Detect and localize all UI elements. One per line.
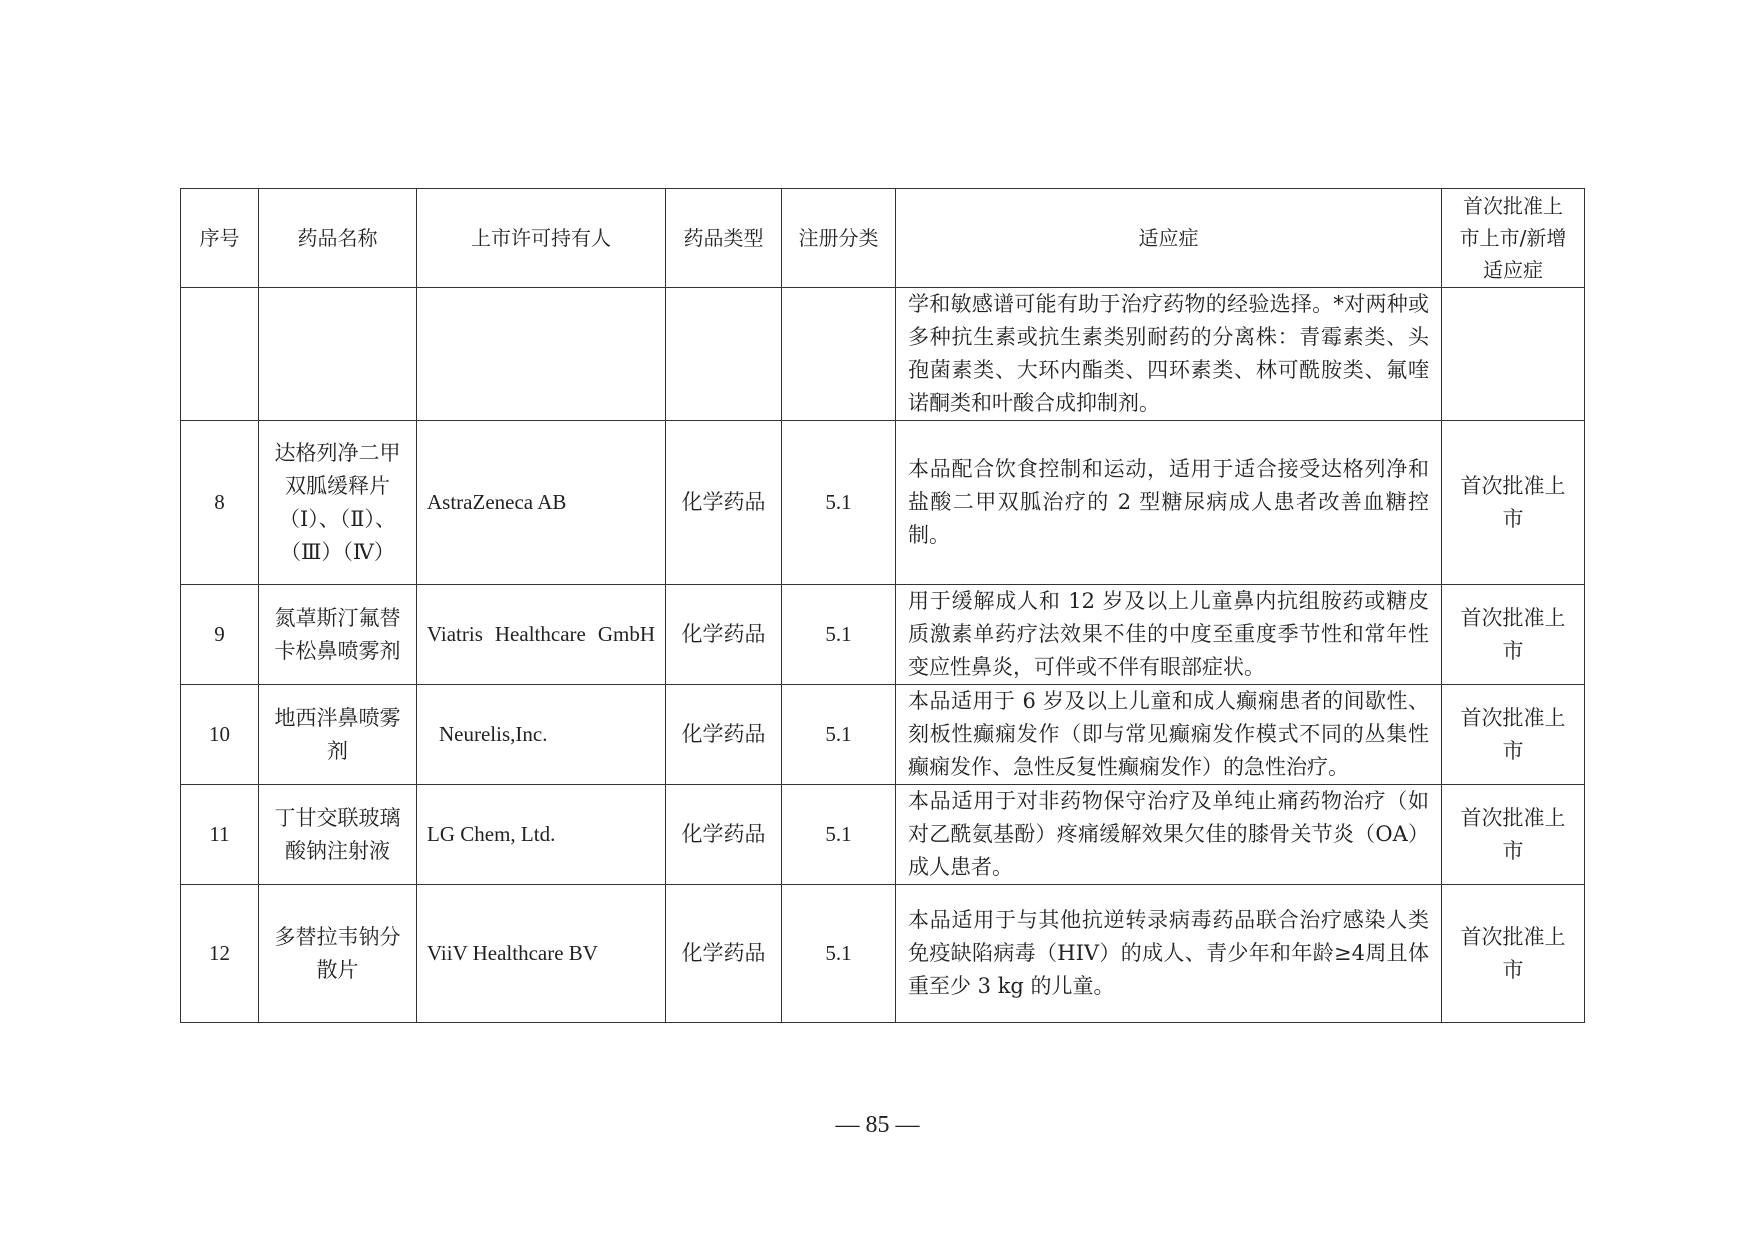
cell-drug-type: 化学药品 [666, 421, 782, 585]
cell-no: 10 [181, 685, 259, 785]
cell-holder [417, 288, 666, 421]
header-registration-class: 注册分类 [782, 189, 896, 288]
cell-holder: ViiV Healthcare BV [417, 885, 666, 1023]
cell-approval: 首次批准上市 [1442, 885, 1585, 1023]
cell-registration-class: 5.1 [782, 885, 896, 1023]
cell-holder: Neurelis,Inc. [417, 685, 666, 785]
cell-registration-class: 5.1 [782, 685, 896, 785]
table-row [181, 685, 1585, 785]
cell-indication: 本品适用于与其他抗逆转录病毒药品联合治疗感染人类免疫缺陷病毒（HIV）的成人、青少年和年龄≥4周且体重至少 3 kg 的儿童。 [896, 885, 1442, 1023]
cell-indication: 本品适用于 6 岁及以上儿童和成人癫痫患者的间歇性、刻板性癫痫发作（即与常见癫痫发作模式不同的丛集性癫痫发作、急性反复性癫痫发作）的急性治疗。 [896, 685, 1442, 785]
table-row [181, 288, 1585, 421]
cell-drug-type: 化学药品 [666, 785, 782, 885]
header-no: 序号 [181, 189, 259, 288]
cell-drug-type: 化学药品 [666, 685, 782, 785]
cell-approval: 首次批准上市 [1442, 785, 1585, 885]
cell-drug-name [259, 288, 417, 421]
cell-drug-name: 地西泮鼻喷雾剂 [259, 685, 417, 785]
drug-table [180, 188, 1585, 1023]
cell-drug-name: 多替拉韦钠分散片 [259, 885, 417, 1023]
cell-registration-class: 5.1 [782, 421, 896, 585]
cell-holder: Viatris Healthcare GmbH [417, 585, 666, 685]
header-drug-type: 药品类型 [666, 189, 782, 288]
cell-no: 12 [181, 885, 259, 1023]
table-row [181, 785, 1585, 885]
header-drug-name: 药品名称 [259, 189, 417, 288]
cell-no [181, 288, 259, 421]
header-holder: 上市许可持有人 [417, 189, 666, 288]
cell-approval: 首次批准上市 [1442, 421, 1585, 585]
table-row [181, 421, 1585, 585]
cell-approval [1442, 288, 1585, 421]
cell-indication: 本品适用于对非药物保守治疗及单纯止痛药物治疗（如对乙酰氨基酚）疼痛缓解效果欠佳的膝骨关节炎（OA）成人患者。 [896, 785, 1442, 885]
table-row [181, 885, 1585, 1023]
cell-holder: LG Chem, Ltd. [417, 785, 666, 885]
cell-drug-name: 丁甘交联玻璃酸钠注射液 [259, 785, 417, 885]
cell-registration-class: 5.1 [782, 585, 896, 685]
header-approval: 首次批准上市上市/新增适应症 [1442, 189, 1585, 288]
cell-registration-class: 5.1 [782, 785, 896, 885]
cell-indication: 本品配合饮食控制和运动，适用于适合接受达格列净和盐酸二甲双胍治疗的 2 型糖尿病成人患者改善血糖控制。 [896, 421, 1442, 585]
page-number: — 85 — [835, 1112, 920, 1138]
cell-approval: 首次批准上市 [1442, 585, 1585, 685]
cell-holder: AstraZeneca AB [417, 421, 666, 585]
table-header-row [181, 189, 1585, 288]
cell-approval: 首次批准上市 [1442, 685, 1585, 785]
cell-drug-type: 化学药品 [666, 585, 782, 685]
cell-registration-class [782, 288, 896, 421]
cell-no: 11 [181, 785, 259, 885]
header-indication: 适应症 [896, 189, 1442, 288]
cell-indication: 学和敏感谱可能有助于治疗药物的经验选择。*对两种或多种抗生素或抗生素类别耐药的分离株：青霉素类、头孢菌素类、大环内酯类、四环素类、林可酰胺类、氟喹诺酮类和叶酸合成抑制剂。 [896, 288, 1442, 421]
cell-drug-name: 氮䓬斯汀氟替卡松鼻喷雾剂 [259, 585, 417, 685]
cell-drug-name: 达格列净二甲双胍缓释片（Ⅰ）、（Ⅱ）、（Ⅲ）（Ⅳ） [259, 421, 417, 585]
cell-no: 9 [181, 585, 259, 685]
cell-no: 8 [181, 421, 259, 585]
table-row [181, 585, 1585, 685]
cell-drug-type: 化学药品 [666, 885, 782, 1023]
cell-drug-type [666, 288, 782, 421]
cell-indication: 用于缓解成人和 12 岁及以上儿童鼻内抗组胺药或糖皮质激素单药疗法效果不佳的中度至重度季节性和常年性变应性鼻炎，可伴或不伴有眼部症状。 [896, 585, 1442, 685]
